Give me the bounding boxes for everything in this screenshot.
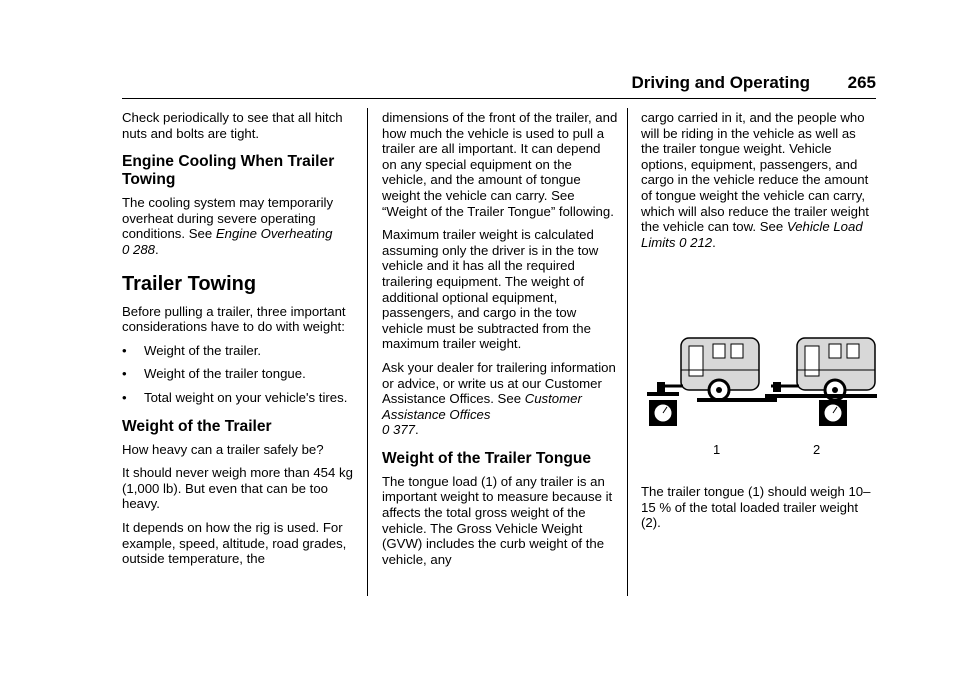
text: The cooling system may temporarily overheat during severe operating conditions. See	[122, 195, 334, 242]
heading-trailer-towing: Trailer Towing	[122, 272, 257, 295]
paragraph: dimensions of the front of the trailer, and how much the vehicle is used to pull a trailer are all important. It can depend on any special equipment on the vehicle, and the amount of tongue weight the vehicle can carry. See “Weight of the Trailer Tongue” following.	[382, 110, 618, 219]
xref-page[interactable]: 288	[133, 241, 156, 257]
column-1	[122, 110, 358, 575]
xref-title[interactable]: Engine Overheating	[215, 226, 333, 242]
column-2	[382, 110, 618, 575]
page-ref-icon: 0	[679, 234, 687, 250]
column-divider	[627, 108, 628, 596]
paragraph-cargo: cargo carried in it, and the people who will be riding in the vehicle as well as the trailer tongue weight. Vehicle options, equipment, passengers, and cargo in the vehicle reduce the amount of tongue weight the vehicle can carry, which will also reduce the trailer weight the vehicle can tow. See Vehicle Load Limits 0 212.	[641, 110, 869, 250]
xref-page[interactable]: 212	[690, 234, 713, 250]
paragraph-cooling: The cooling system may temporarily overheat during severe operating conditions. See Engine Overheating 0 288.	[122, 195, 334, 257]
bullet-icon: •	[122, 389, 127, 405]
section-title: Driving and Operating	[631, 73, 810, 92]
figure-label-2: 2	[813, 442, 821, 457]
list-item-text: Weight of the trailer.	[144, 342, 262, 358]
list-item	[122, 366, 358, 382]
bullet-icon: •	[122, 366, 127, 382]
paragraph: Check periodically to see that all hitch nuts and bolts are tight.	[122, 110, 343, 141]
text: Ask your dealer for trailering information or advice, or write us at our Customer Assistance Offices. See	[382, 359, 616, 407]
figure-label-1: 1	[713, 442, 721, 457]
paragraph: Maximum trailer weight is calculated assuming only the driver is in the tow vehicle and it has all the required trailering equipment. The weight of additional optional equipment, passengers, and cargo in the tow vehicle must be subtracted from the maximum trailer weight.	[382, 227, 599, 352]
paragraph: The tongue load (1) of any trailer is an important weight to measure because it affects the total gross weight of the vehicle. The Gross Vehicle Weight (GVW) includes the curb weight of the vehicle, any	[382, 473, 613, 567]
trailer-1-illustration	[647, 338, 777, 426]
trailer-weight-figure	[641, 330, 877, 460]
xref-page[interactable]: 377	[393, 422, 416, 438]
heading-weight-of-trailer: Weight of the Trailer	[122, 417, 272, 435]
paragraph: Before pulling a trailer, three important considerations have to do with weight:	[122, 303, 346, 335]
list-item	[122, 343, 358, 359]
column-3	[641, 110, 877, 258]
bullet-icon: •	[122, 342, 127, 358]
list-item	[122, 390, 358, 406]
trailer-2-illustration	[765, 338, 877, 426]
xref-title[interactable]: Vehicle Load Limits	[641, 219, 863, 250]
page-header	[122, 70, 876, 96]
paragraph: How heavy can a trailer safely be?	[122, 441, 324, 457]
figure-caption: The trailer tongue (1) should weigh 10–15 % of the total loaded trailer weight (2).	[641, 484, 871, 531]
paragraph-ask-dealer: Ask your dealer for trailering information or advice, or write us at our Customer Assistance Offices. See Customer Assistance Offices 0 377.	[382, 359, 616, 438]
page-ref-icon: 0	[382, 422, 390, 438]
trailer-scales-illustration	[641, 330, 877, 460]
page-number: 265	[847, 73, 876, 92]
page-ref-icon: 0	[122, 241, 130, 257]
list-item-text: Total weight on your vehicle's tires.	[144, 389, 348, 405]
paragraph: It should never weigh more than 454 kg (1,000 lb). But even that can be too heavy.	[122, 465, 353, 512]
text: cargo carried in it, and the people who will be riding in the vehicle as well as the trailer tongue weight. Vehicle options, equipment, passengers, and cargo in the vehicle reduce the amount of tongue weight the vehicle can carry, which will also reduce the trailer weight the vehicle can tow. See	[641, 110, 869, 235]
heading-trailer-tongue: Weight of the Trailer Tongue	[382, 449, 592, 467]
paragraph: It depends on how the rig is used. For example, speed, altitude, road grades, outside temperature, the	[122, 519, 347, 567]
xref-title[interactable]: Customer Assistance Offices	[382, 391, 582, 422]
header-rule	[122, 98, 876, 99]
list-item-text: Weight of the trailer tongue.	[144, 366, 306, 382]
column-divider	[367, 108, 368, 596]
heading-engine-cooling: Engine Cooling When Trailer Towing	[122, 153, 335, 189]
